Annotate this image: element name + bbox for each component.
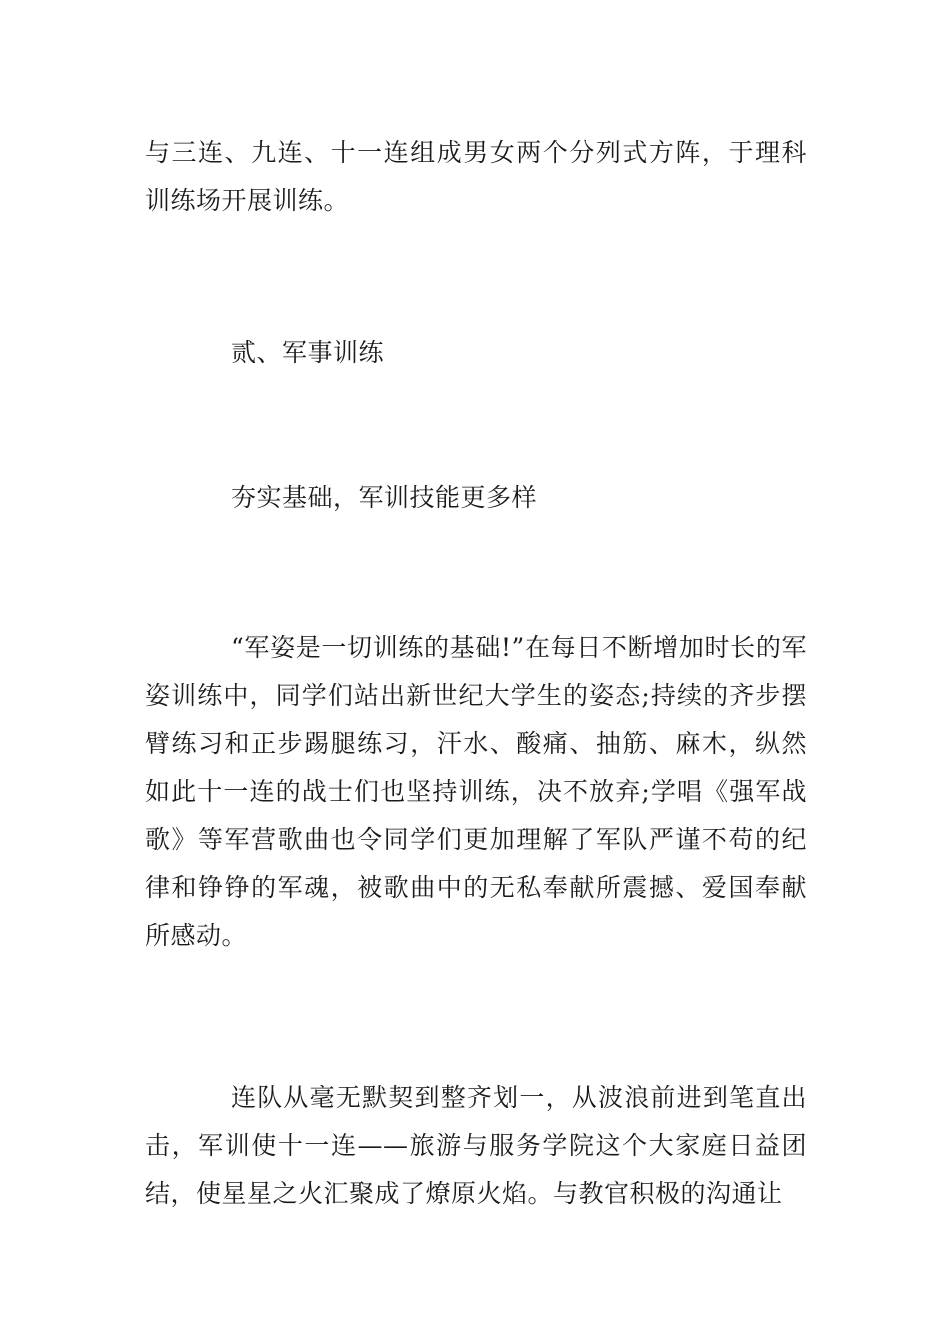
subheading: 夯实基础，军训技能更多样 <box>231 483 538 512</box>
paragraph-company-unity: 连队从毫无默契到整齐划一，从波浪前进到笔直出击，军训使十一连——旅游与服务学院这个大家庭日益团结，使星星之火汇聚成了燎原火焰。与教官积极的沟通让 <box>145 1083 807 1208</box>
paragraph-posture-training: “军姿是一切训练的基础!”在每日不断增加时长的军姿训练中，同学们站出新世纪大学生的姿态;持续的齐步摆臂练习和正步踢腿练习，汗水、酸痛、抽筋、麻木，纵然如此十一连的战士们也坚持训练，决不放弃;学唱《强军战歌》等军营歌曲也令同学们更加理解了军队严谨不苟的纪律和铮铮的军魂，被歌曲中的无私奉献所震撼、爱国奉献所感动。 <box>145 633 807 950</box>
section-heading: 贰、军事训练 <box>231 338 385 367</box>
paragraph-intro: 与三连、九连、十一连组成男女两个分列式方阵，于理科训练场开展训练。 <box>145 138 807 215</box>
